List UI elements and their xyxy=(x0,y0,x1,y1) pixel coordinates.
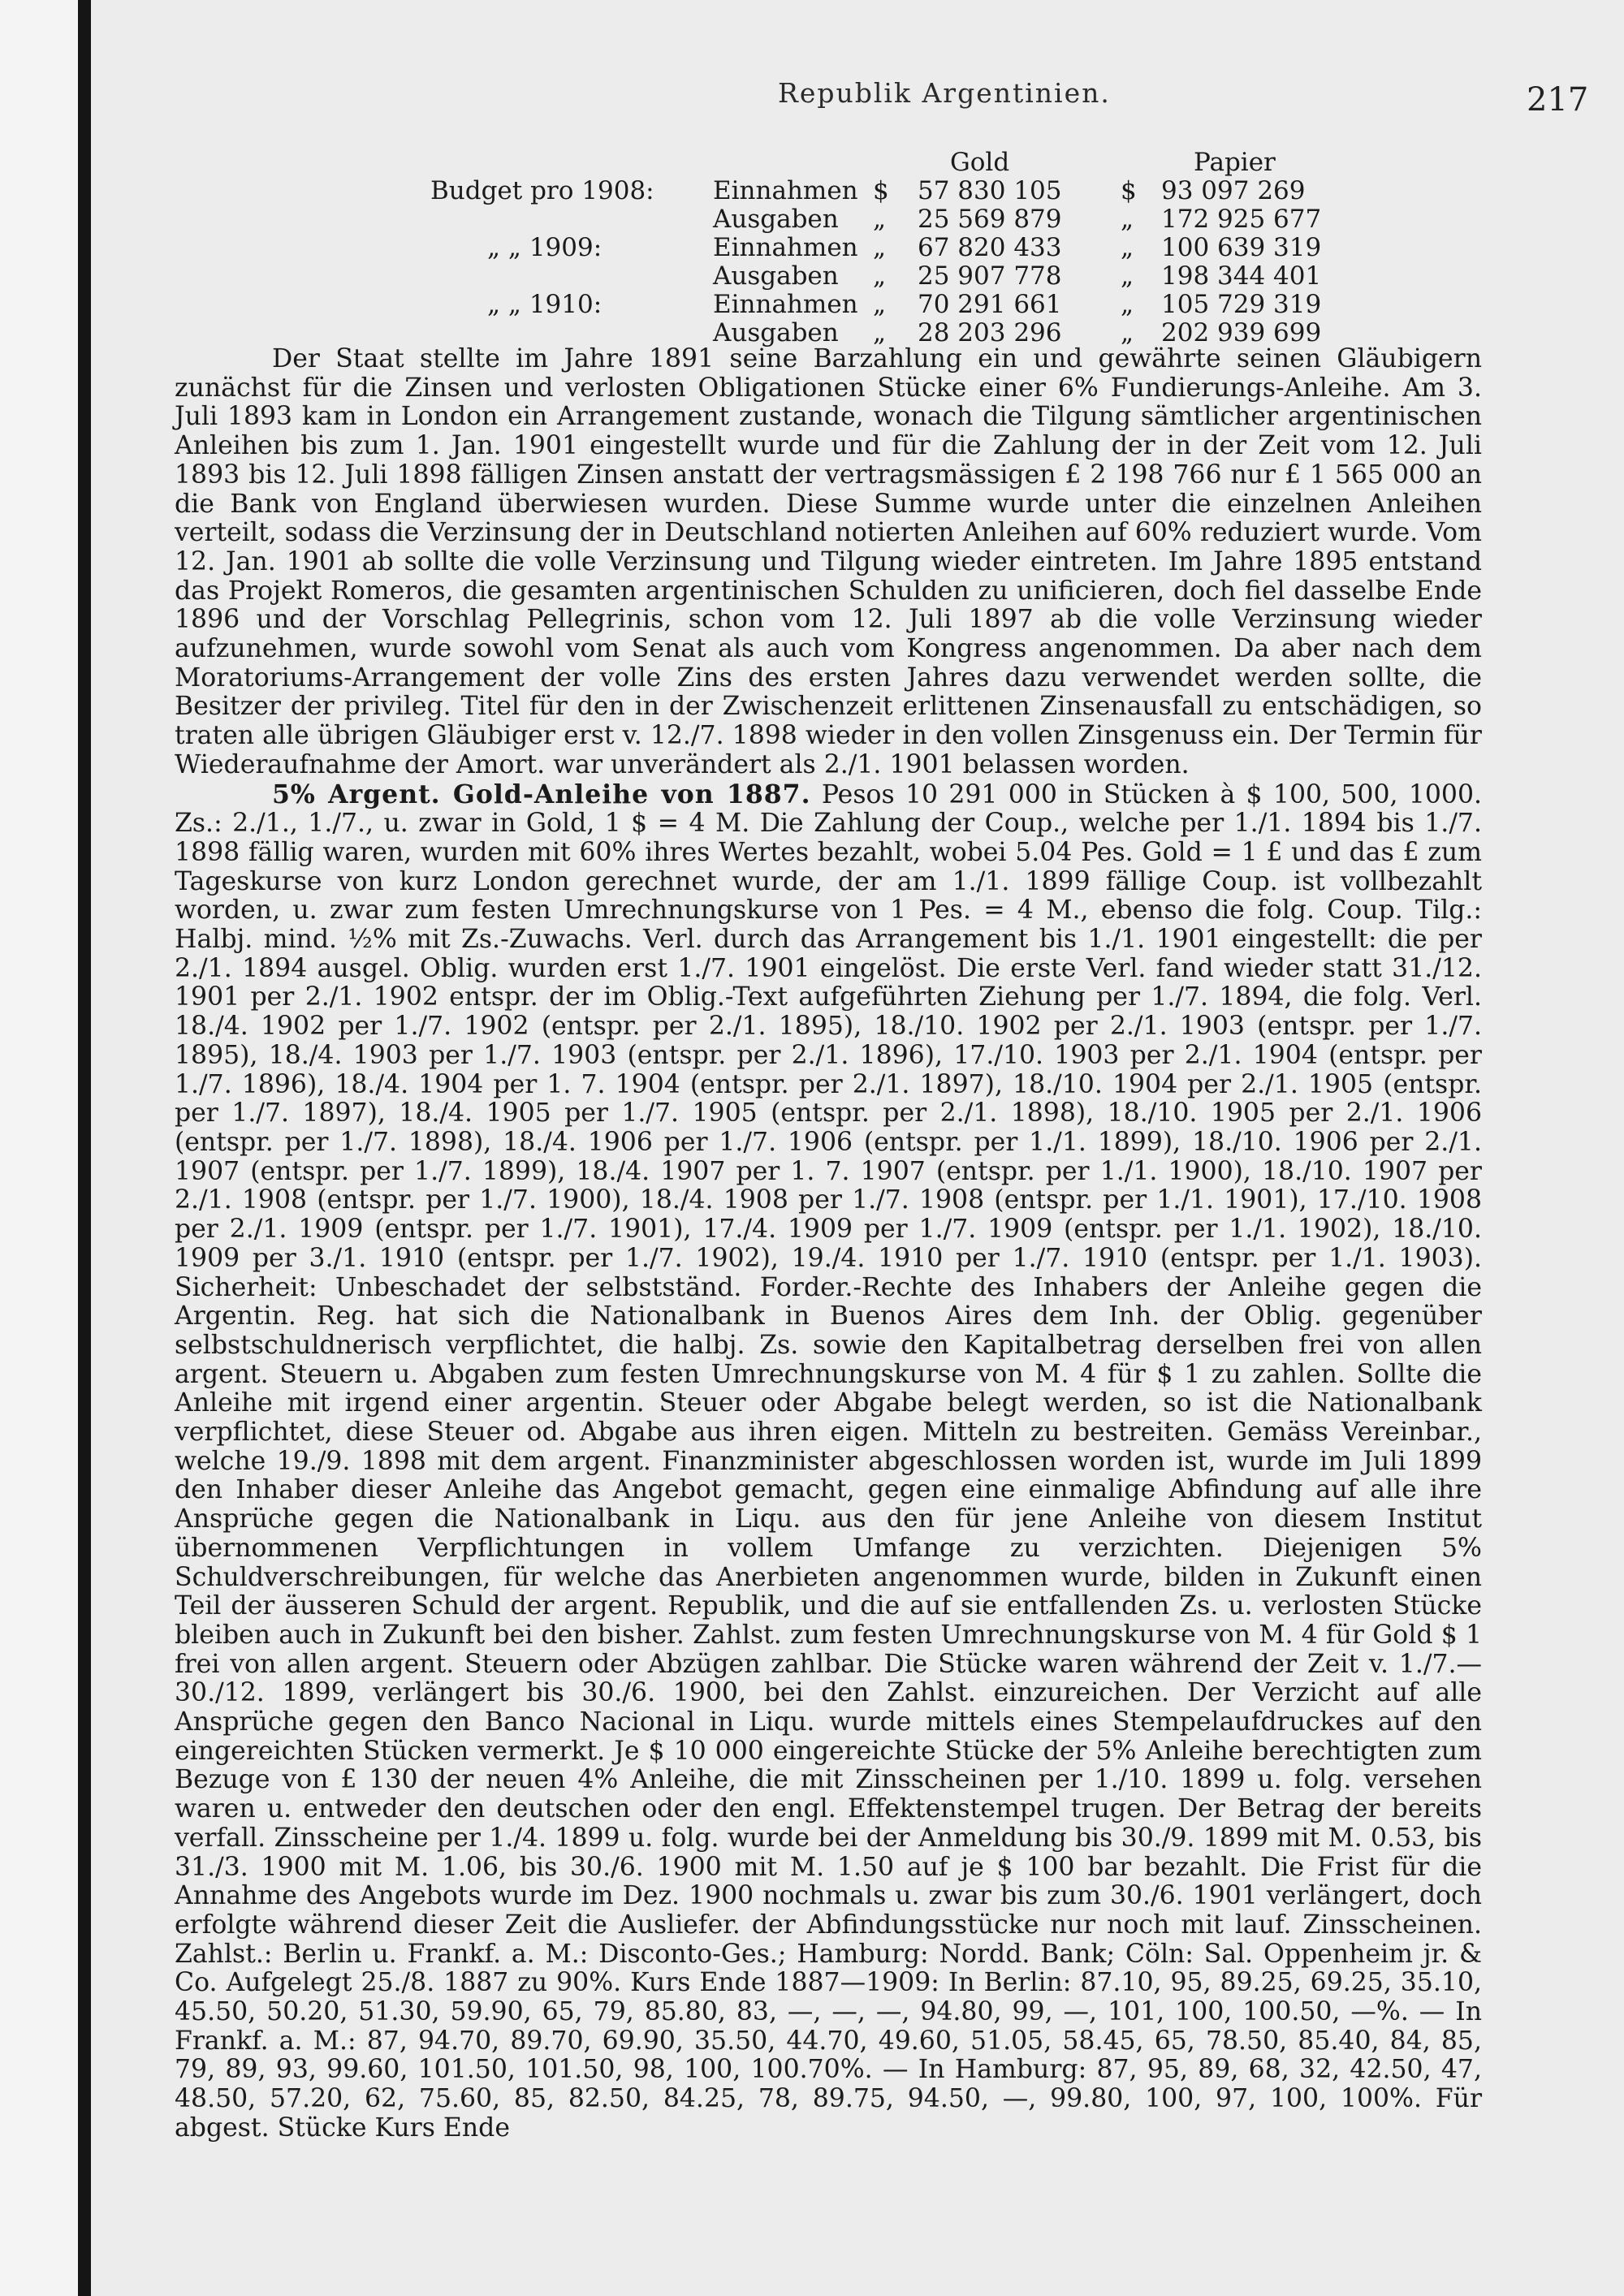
scan-margin xyxy=(0,0,78,2296)
budget-row xyxy=(430,234,1405,262)
section-heading: 5% Argent. Gold-Anleihe von 1887. xyxy=(272,779,811,809)
budget-row-kind: Einnahmen xyxy=(713,290,858,319)
running-head: Republik Argentinien. xyxy=(778,77,1111,109)
budget-row-kind: Ausgaben xyxy=(713,205,839,234)
currency-mark: „ xyxy=(873,318,887,347)
gold-value: 57 830 105 xyxy=(918,176,1062,205)
budget-table xyxy=(430,149,1405,347)
gold-value: 70 291 661 xyxy=(918,290,1062,319)
currency-mark: „ xyxy=(1121,318,1134,347)
paper-value: 105 729 319 xyxy=(1161,290,1322,319)
currency-mark: „ xyxy=(1121,290,1134,319)
budget-row-label: Budget pro 1908: xyxy=(430,176,654,205)
currency-mark: „ xyxy=(873,290,887,319)
paper-value: 93 097 269 xyxy=(1161,176,1306,205)
budget-row xyxy=(430,205,1405,234)
budget-row xyxy=(430,262,1405,291)
gold-value: 25 907 778 xyxy=(918,261,1062,291)
paragraph-moratorium: Der Staat stellte im Jahre 1891 seine Barzahlung ein und gewährte seinen Gläubigern zunächst für die Zinsen und verlosten Obligationen Stücke einer 6% Fundierungs-Anleihe. Am 3. Juli 1893 kam in London ein Arrangement zustande, wonach die Tilgung sämtlicher argentinischen Anleihen bis zum 1. Jan. 1901 eingestellt wurde und für die Zahlung der in der Zeit vom 12. Juli 1893 bis 12. Juli 1898 fälligen Zinsen anstatt der vertragsmässigen £ 2 198 766 nur £ 1 565 000 an die Bank von England überwiesen wurden. Diese Summe wurde unter die einzelnen Anleihen verteilt, sodass die Verzinsung der in Deutschland notierten Anleihen auf 60% reduziert wurde. Vom 12. Jan. 1901 ab sollte die volle Verzinsung und Tilgung wieder eintreten. Im Jahre 1895 entstand das Projekt Romeros, die gesamten argentinischen Schulden zu unificieren, doch fiel dasselbe Ende 1896 und der Vorschlag Pellegrinis, schon vom 12. Juli 1897 ab die volle Verzinsung wieder aufzunehmen, wurde sowohl vom Senat als auch vom Kongress angenommen. Da aber nach dem Moratoriums-Arrangement der volle Zins des ersten Jahres dazu verwendet werden sollte, die Besitzer der privileg. Titel für den in der Zwischenzeit erlittenen Zinsenausfall zu entschädigen, so traten alle übrigen Gläubiger erst v. 12./7. 1898 wieder in den vollen Zinsgenuss ein. Der Termin für Wiederaufnahme der Amort. war unverändert als 2./1. 1901 belassen worden. xyxy=(175,344,1482,779)
paper-value: 100 639 319 xyxy=(1161,233,1322,262)
budget-row xyxy=(430,291,1405,319)
budget-row xyxy=(430,319,1405,347)
gold-value: 25 569 879 xyxy=(918,205,1062,234)
currency-mark: $ xyxy=(1121,176,1137,205)
budget-row-kind: Einnahmen xyxy=(713,176,858,205)
column-header-paper: Papier xyxy=(1194,148,1276,177)
currency-mark: „ xyxy=(873,233,887,262)
binding-edge xyxy=(78,0,91,2296)
body-text xyxy=(175,345,1482,2143)
currency-mark: „ xyxy=(1121,261,1134,291)
currency-mark: „ xyxy=(873,205,887,234)
paper-value: 202 939 699 xyxy=(1161,318,1322,347)
currency-mark: „ xyxy=(1121,205,1134,234)
currency-mark: „ xyxy=(873,261,887,291)
gold-value: 67 820 433 xyxy=(918,233,1062,262)
paragraph-text: Pesos 10 291 000 in Stücken à $ 100, 500, 1000. Zs.: 2./1., 1./7., u. zwar in Gold, 1 $ = 4 M. Die Zahlung der Coup., welche per 1./1. 1894 bis 1./7. 1898 fällig waren, wurden mit 60% ihres Wertes bezahlt, wobei 5.04 Pes. Gold = 1 £ und das £ zum Tageskurse von kurz London gerechnet wurde, der am 1./1. 1899 fällige Coup. ist vollbezahlt worden, u. zwar zum festen Umrechnungskurse von 1 Pes. = 4 M., ebenso die folg. Coup. Tilg.: Halbj. mind. ½% mit Zs.-Zuwachs. Verl. durch das Arrangement bis 1./1. 1901 eingestellt: die per 2./1. 1894 ausgel. Oblig. wurden erst 1./7. 1901 eingelöst. Die erste Verl. fand wieder statt 31./12. 1901 per 2./1. 1902 entspr. der im Oblig.-Text aufgeführten Ziehung per 1./7. 1894, die folg. Verl. 18./4. 1902 per 1./7. 1902 (entspr. per 2./1. 1895), 18./10. 1902 per 2./1. 1903 (entspr. per 1./7. 1895), 18./4. 1903 per 1./7. 1903 (entspr. per 2./1. 1896), 17./10. 1903 per 2./1. 1904 (entspr. per 1./7. 1896), 18./4. 1904 per 1. 7. 1904 (entspr. per 2./1. 1897), 18./10. 1904 per 2./1. 1905 (entspr. per 1./7. 1897), 18./4. 1905 per 1./7. 1905 (entspr. per 2./1. 1898), 18./10. 1905 per 2./1. 1906 (entspr. per 1./7. 1898), 18./4. 1906 per 1./7. 1906 (entspr. per 1./1. 1899), 18./10. 1906 per 2./1. 1907 (entspr. per 1./7. 1899), 18./4. 1907 per 1. 7. 1907 (entspr. per 1./1. 1900), 18./10. 1907 per 2./1. 1908 (entspr. per 1./7. 1900), 18./4. 1908 per 1./7. 1908 (entspr. per 1./1. 1901), 17./10. 1908 per 2./1. 1909 (entspr. per 1./7. 1901), 17./4. 1909 per 1./7. 1909 (entspr. per 1./1. 1902), 18./10. 1909 per 3./1. 1910 (entspr. per 1./7. 1902), 19./4. 1910 per 1./7. 1910 (entspr. per 1./1. 1903). Sicherheit: Unbeschadet der selbstständ. Forder.-Rechte des Inhabers der Anleihe gegen die Argentin. Reg. hat sich die Nationalbank in Buenos Aires dem Inh. der Oblig. gegenüber selbstschuldnerisch verpflichtet, die halbj. Zs. sowie den Kapitalbetrag derselben frei von allen argent. Steuern u. Abgaben zum festen Umrechnungskurse von M. 4 für $ 1 zu zahlen. Sollte die Anleihe mit irgend einer argentin. Steuer oder Abgabe belegt werden, so ist die Nationalbank verpflichtet, diese Steuer od. Abgabe aus ihren eigen. Mitteln zu bestreiten. Gemäss Vereinbar., welche 19./9. 1898 mit dem argent. Finanzminister abgeschlossen worden ist, wurde im Juli 1899 den Inhaber dieser Anleihe das Angebot gemacht, gegen eine einmalige Abfindung auf alle ihre Ansprüche gegen die Nationalbank in Liqu. aus den für jene Anleihe von diesem Institut übernommenen Verpflichtungen in vollem Umfange zu verzichten. Diejenigen 5% Schuldverschreibungen, für welche das Anerbieten angenommen wurde, bilden in Zukunft einen Teil der äusseren Schuld der argent. Republik, und die auf sie entfallenden Zs. u. verlosten Stücke bleiben auch in Zukunft bei den bisher. Zahlst. zum festen Umrechnungskurse von M. 4 für Gold $ 1 frei von allen argent. Steuern oder Abzügen zahlbar. Die Stücke waren während der Zeit v. 1./7.—30./12. 1899, verlängert bis 30./6. 1900, bei den Zahlst. einzureichen. Der Verzicht auf alle Ansprüche gegen den Banco Nacional in Liqu. wurde mittels eines Stempelaufdruckes auf den eingereichten Stücken vermerkt. Je $ 10 000 eingereichte Stücke der 5% Anleihe berechtigten zum Bezuge von £ 130 der neuen 4% Anleihe, die mit Zinsscheinen per 1./10. 1899 u. folg. versehen waren u. entweder den deutschen oder den engl. Effektenstempel trugen. Der Betrag der bereits verfall. Zinsscheine per 1./4. 1899 u. folg. wurde bei der Anmeldung bis 30./9. 1899 mit M. 0.53, bis 31./3. 1900 mit M. 1.06, bis 30./6. 1900 mit M. 1.50 auf je $ 100 bar bezahlt. Die Frist für die Annahme des Angebots wurde im Dez. 1900 nochmals u. zwar bis zum 30./6. 1901 verlängert, doch erfolgte während dieser Zeit die Ausliefer. der Abfindungsstücke nur noch mit lauf. Zinsscheinen. Zahlst.: Berlin u. Frankf. a. M.: Disconto-Ges.; Hamburg: Nordd. Bank; Cöln: Sal. Oppenheim jr. & Co. Aufgelegt 25./8. 1887 zu 90%. Kurs Ende 1887—1909: In Berlin: 87.10, 95, 89.25, 69.25, 35.10, 45.50, 50.20, 51.30, 59.90, 65, 79, 85.80, 83, —, —, —, 94.80, 99, —, 101, 100, 100.50, —%. — In Frankf. a. M.: 87, 94.70, 89.70, 69.90, 35.50, 44.70, 49.60, 51.05, 58.45, 65, 78.50, 85.40, 84, 85, 79, 89, 93, 99.60, 101.50, 101.50, 98, 100, 100.70%. — In Hamburg: 87, 95, 89, 68, 32, 42.50, 47, 48.50, 57.20, 62, 75.60, 85, 82.50, 84.25, 78, 89.75, 94.50, —, 99.80, 100, 97, 100, 100%. Für abgest. Stücke Kurs Ende xyxy=(175,779,1483,2143)
column-header-gold: Gold xyxy=(950,148,1010,177)
budget-header-row xyxy=(430,149,1405,177)
paper-value: 198 344 401 xyxy=(1161,261,1322,291)
budget-row-label: „ „ 1910: xyxy=(487,290,603,319)
budget-row xyxy=(430,177,1405,205)
budget-row-kind: Ausgaben xyxy=(713,261,839,291)
currency-mark: „ xyxy=(1121,233,1134,262)
paper-value: 172 925 677 xyxy=(1161,205,1322,234)
budget-row-kind: Ausgaben xyxy=(713,318,839,347)
paragraph-gold-loan-1887 xyxy=(175,780,1482,2143)
currency-mark: $ xyxy=(873,176,889,205)
page-number: 217 xyxy=(1527,81,1589,119)
gold-value: 28 203 296 xyxy=(918,318,1062,347)
budget-row-kind: Einnahmen xyxy=(713,233,858,262)
budget-row-label: „ „ 1909: xyxy=(487,233,603,262)
